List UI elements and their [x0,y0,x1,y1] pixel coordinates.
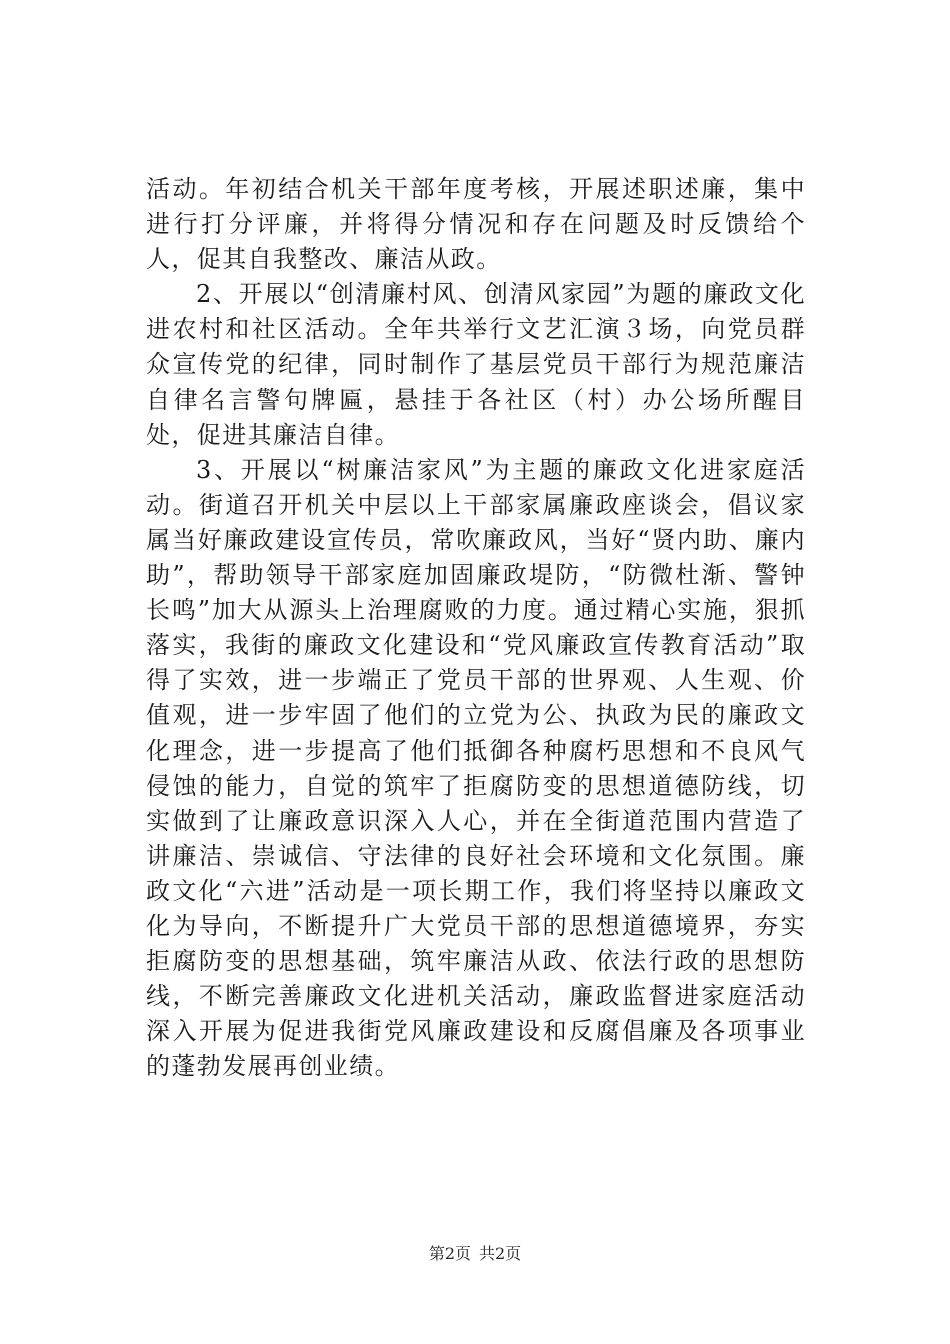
page-total: 共2页 [479,1244,522,1263]
page-number: 第2页 [428,1244,471,1263]
paragraph-continuation: 活动。年初结合机关干部年度考核，开展述职述廉，集中进行打分评廉，并将得分情况和存在问题及时反馈给个人，促其自我整改、廉洁从政。 [146,175,806,274]
paragraph-item-2: 2、开展以“创清廉村风、创清风家园”为题的廉政文化进农村和社区活动。全年共举行文艺汇演３场，向党员群众宣传党的纪律，同时制作了基层党员干部行为规范廉洁自律名言警句牌匾，悬挂于各社区（村）办公场所醒目处，促进其廉洁自律。 [146,280,806,449]
document-body [146,172,806,1084]
page-footer [0,1244,950,1264]
paragraph-item-3: 3、开展以“树廉洁家风”为主题的廉政文化进家庭活动。街道召开机关中层以上干部家属廉政座谈会，倡议家属当好廉政建设宣传员，常吹廉政风，当好“贤内助、廉内助”，帮助领导干部家庭加固廉政堤防，“防微杜渐、警钟长鸣”加大从源头上治理腐败的力度。通过精心实施，狠抓落实，我街的廉政文化建设和“党风廉政宣传教育活动”取得了实效，进一步端正了党员干部的世界观、人生观、价值观，进一步牢固了他们的立党为公、执政为民的廉政文化理念，进一步提高了他们抵御各种腐朽思想和不良风气侵蚀的能力，自觉的筑牢了拒腐防变的思想道德防线，切实做到了让廉政意识深入人心，并在全街道范围内营造了讲廉洁、崇诚信、守法律的良好社会环境和文化氛围。廉政文化“六进”活动是一项长期工作，我们将坚持以廉政文化为导向，不断提升广大党员干部的思想道德境界，夯实拒腐防变的思想基础，筑牢廉洁从政、依法行政的思想防线，不断完善廉政文化进机关活动，廉政监督进家庭活动深入开展为促进我街党风廉政建设和反腐倡廉及各项事业的蓬勃发展再创业绩。 [146,455,806,1081]
